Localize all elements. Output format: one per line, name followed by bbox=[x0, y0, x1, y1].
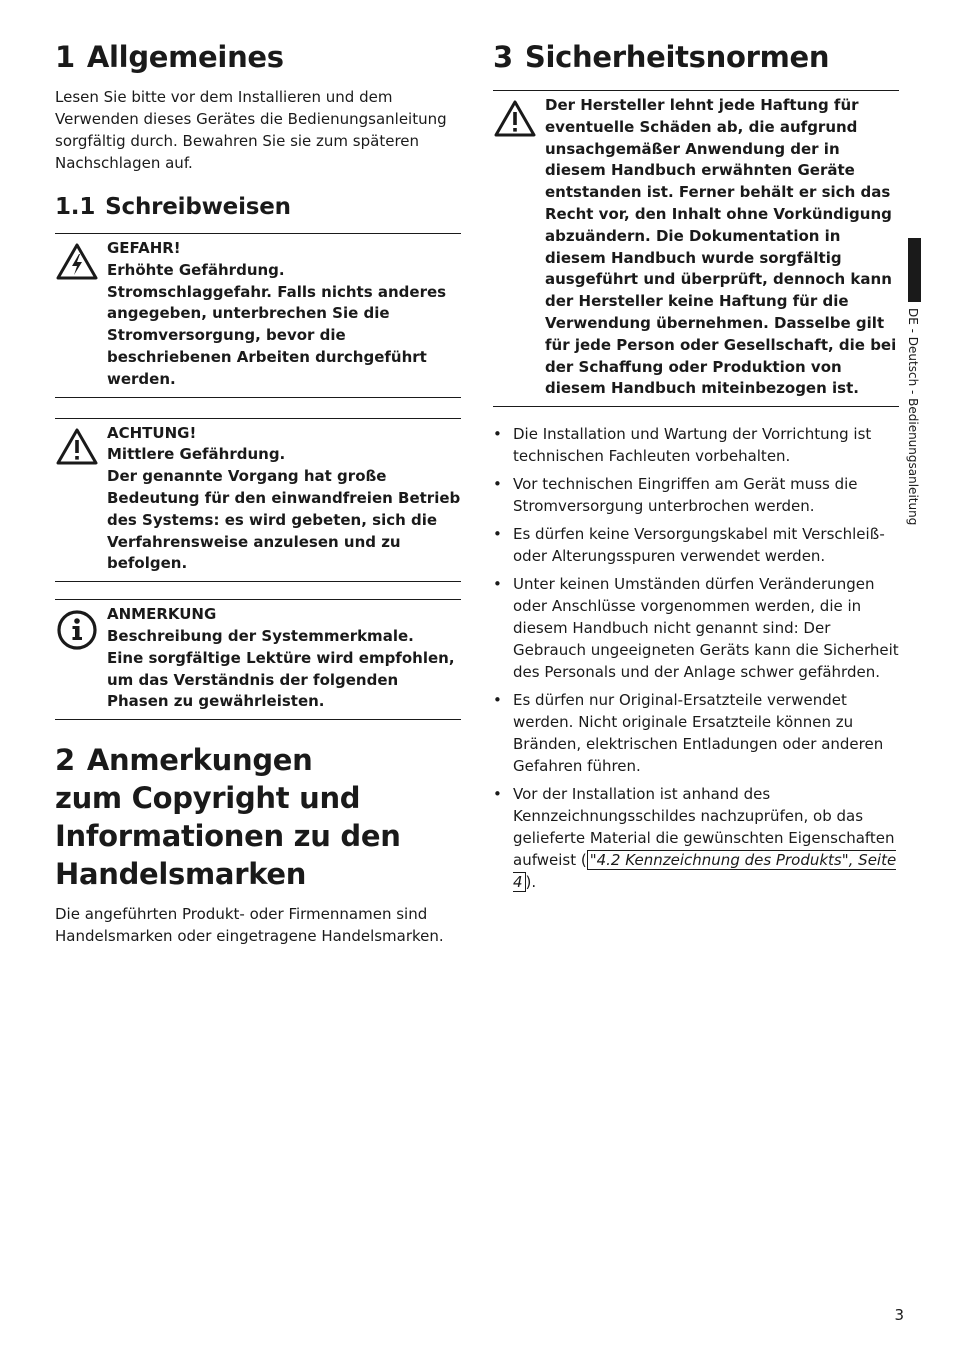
notice-description: Stromschlaggefahr. Falls nichts anderes angegeben, unterbrechen Sie die Stromversorgung, bevor die beschriebenen Arbeiten durchgeführt werden. bbox=[107, 282, 447, 388]
section-2-text: Die angeführten Produkt- oder Firmennamen sind Handelsmarken oder eingetragene Handelsmarken. bbox=[55, 905, 444, 946]
section-1-1-heading bbox=[55, 192, 461, 222]
bullet: • bbox=[493, 575, 502, 594]
electric-hazard-icon bbox=[55, 242, 99, 282]
list-item-text: Die Installation und Wartung der Vorrichtung ist technischen Fachleuten vorbehalten. bbox=[513, 425, 872, 466]
notice-lead: Mittlere Gefährdung. bbox=[107, 445, 286, 464]
page-number: 3 bbox=[894, 1306, 904, 1324]
section-title-line: Handelsmarken bbox=[55, 857, 307, 892]
notice-lead: Erhöhte Gefährdung. bbox=[107, 260, 285, 279]
section-number: 1 bbox=[55, 40, 75, 74]
list-item bbox=[493, 523, 899, 567]
notice-heading: ANMERKUNG bbox=[107, 605, 217, 624]
list-item bbox=[493, 473, 899, 517]
list-item bbox=[493, 783, 899, 893]
list-item-text: Unter keinen Umständen dürfen Veränderungen oder Anschlüsse vorgenommen werden, die in diesem Handbuch nicht genannt sind: Der Gebrauch ungeeigneten Geräts kann die Sicherheit des Personals und der Anlage schwer gefährden. bbox=[513, 575, 899, 682]
side-label bbox=[906, 308, 924, 558]
section-number: 3 bbox=[493, 40, 513, 74]
section-title-line: zum Copyright und bbox=[55, 781, 361, 816]
side-tab-marker bbox=[908, 238, 921, 302]
caution-notice bbox=[55, 418, 461, 583]
section-title-line: Informationen zu den bbox=[55, 819, 401, 854]
section-1-heading bbox=[55, 38, 461, 76]
notice-heading: ACHTUNG! bbox=[107, 423, 197, 442]
list-item-text: Vor der Installation ist anhand des Kennzeichnungsschildes nachzuprüfen, ob das gelieferte Material die gewünschten Eigenschaften aufweist ( bbox=[513, 785, 895, 870]
list-item bbox=[493, 573, 899, 683]
cross-reference-link[interactable]: "4.2 Kennzeichnung des Produkts", Seite 4 bbox=[513, 851, 897, 892]
danger-notice bbox=[55, 233, 461, 398]
subsection-title: Schreibweisen bbox=[105, 194, 291, 220]
section-title-line: Anmerkungen bbox=[86, 743, 313, 778]
notice-heading: GEFAHR! bbox=[107, 239, 181, 257]
section-3-heading bbox=[493, 38, 899, 76]
list-item bbox=[493, 423, 899, 467]
list-item-text: Es dürfen nur Original-Ersatzteile verwendet werden. Nicht originale Ersatzteile können zu Bränden, elektrischen Entladungen oder anderen Gefahren führen. bbox=[513, 691, 884, 776]
notice-lead: Beschreibung der Systemmerkmale. bbox=[107, 626, 414, 645]
section-number: 2 bbox=[55, 743, 75, 778]
safety-rules-list bbox=[493, 423, 899, 893]
section-title: Sicherheitsnormen bbox=[524, 40, 830, 74]
notice-description: Der genannte Vorgang hat große Bedeutung für den einwandfreien Betrieb des Systems: es wird gebeten, sich die Verfahrensweise anzulesen und zu befolgen. bbox=[107, 467, 461, 573]
right-column bbox=[493, 38, 899, 899]
bullet: • bbox=[493, 525, 502, 544]
list-item-text: Vor technischen Eingriffen am Gerät muss die Stromversorgung unterbrochen werden. bbox=[513, 475, 858, 516]
list-item-text-end: ). bbox=[525, 873, 537, 892]
bullet: • bbox=[493, 691, 502, 710]
list-item-text: Es dürfen keine Versorgungskabel mit Verschleiß- oder Alterungsspuren verwendet werden. bbox=[513, 525, 885, 566]
warning-icon bbox=[493, 99, 537, 139]
section-1-intro: Lesen Sie bitte vor dem Installieren und dem Verwenden dieses Gerätes die Bedienungsanleitung sorgfältig durch. Bewahren Sie sie zum späteren Nachschlagen auf. bbox=[55, 88, 447, 172]
warning-text: Der Hersteller lehnt jede Haftung für eventuelle Schäden ab, die aufgrund unsachgemäßer Anwendung der in diesem Handbuch erwähnten Geräte entstanden ist. Ferner behält er sich das Recht vor, den Inhalt ohne Vorkündigung abzuändern. Die Dokumentation in diesem Handbuch wurde sorgfältig ausgeführt und überprüft, dennoch kann der Hersteller keine Haftung für die Verwendung übernehmen. Dasselbe gilt für jede Person oder Gesellschaft, die bei der Schaffung oder Produktion von diesem Handbuch miteinbezogen ist. bbox=[545, 96, 897, 398]
warning-icon bbox=[55, 427, 99, 467]
subsection-number: 1.1 bbox=[55, 194, 96, 220]
bullet: • bbox=[493, 785, 502, 804]
list-item bbox=[493, 689, 899, 777]
left-column bbox=[55, 38, 461, 947]
info-icon bbox=[55, 608, 99, 648]
section-title: Allgemeines bbox=[86, 40, 284, 74]
liability-warning bbox=[493, 90, 899, 407]
notice-description: Eine sorgfältige Lektüre wird empfohlen, um das Verständnis der folgenden Phasen zu gewährleisten. bbox=[107, 648, 455, 711]
bullet: • bbox=[493, 475, 502, 494]
side-label-text: DE - Deutsch - Bedienungsanleitung bbox=[906, 308, 920, 526]
bullet: • bbox=[493, 425, 502, 444]
info-notice bbox=[55, 599, 461, 720]
section-2-heading bbox=[55, 741, 461, 893]
